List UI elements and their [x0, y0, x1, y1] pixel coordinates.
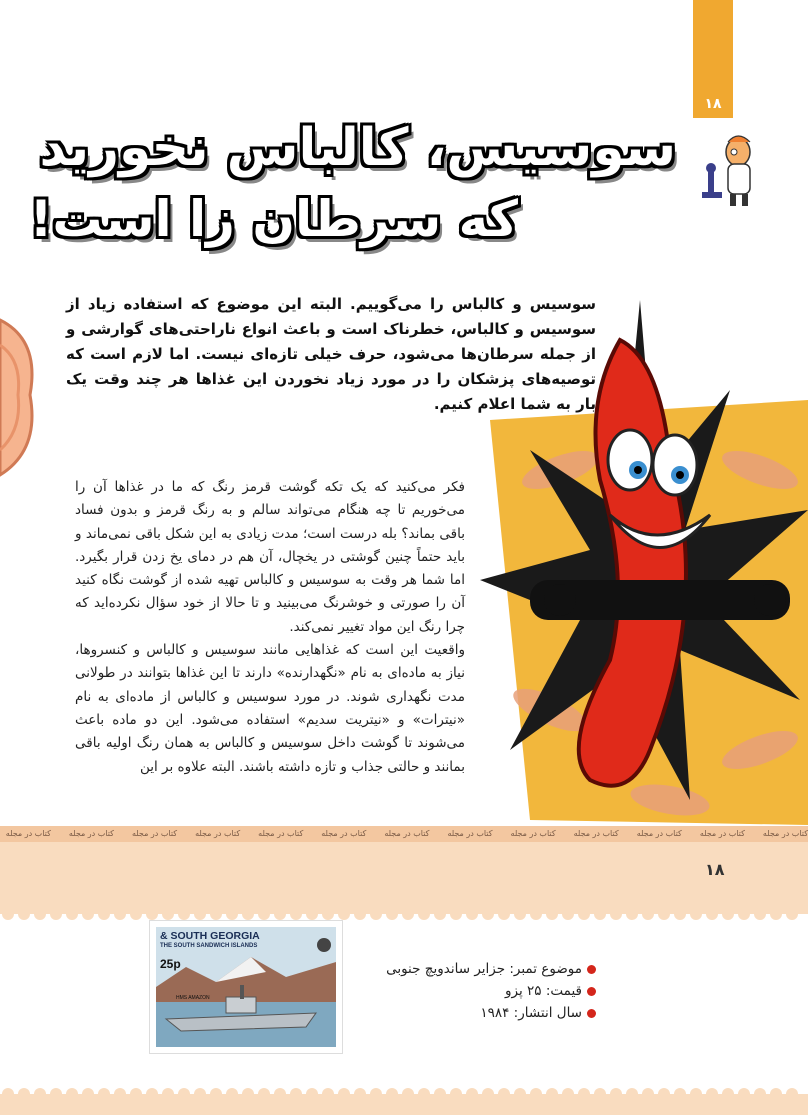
perforation-dot — [530, 1088, 542, 1100]
perforation-dot — [386, 1088, 398, 1100]
perforation-dot — [690, 908, 702, 920]
stamp-facts-list — [386, 958, 596, 1024]
perforation-dot — [50, 908, 62, 920]
perforation-dot — [642, 908, 654, 920]
perforation-dot — [322, 1088, 334, 1100]
perforation-dot — [754, 908, 766, 920]
perforation-dot — [594, 908, 606, 920]
stamp-country-sub: THE SOUTH SANDWICH ISLANDS — [160, 943, 258, 949]
perforation-dot — [498, 1088, 510, 1100]
footer-page-number: ۱۸ — [705, 860, 725, 879]
stamp-value: 25p — [160, 957, 181, 971]
perforation-dot — [162, 1088, 174, 1100]
ribbon-text: کتاب در مجله — [5, 829, 51, 838]
perforation-dot — [98, 908, 110, 920]
perforation-dot — [66, 1088, 78, 1100]
perforation-dot — [562, 908, 574, 920]
perforation-dot — [178, 1088, 190, 1100]
ribbon-text: کتاب در مجله — [636, 829, 682, 838]
perforation-dot — [130, 908, 142, 920]
perforation-dot — [354, 1088, 366, 1100]
perforation-dot — [722, 908, 734, 920]
page-number: ۱۸ — [704, 96, 722, 112]
perforation-dot — [306, 908, 318, 920]
perforation-dot — [418, 1088, 430, 1100]
perforation-dot — [386, 908, 398, 920]
intro-paragraph: سوسیس و کالباس را می‌گوییم. البته این موضوع که استفاده زیاد از سوسیس و کالباس، خطرناک است و باعث انواع ناراحتی‌های گوارشی و از جمله سرطان‌ها می‌شود، حرف خیلی تازه‌ای نیست. اما لازم است که توصیه‌های پزشکان را در مورد زیاد نخوردن این غذاها هر چند وقت یک بار به شما اعلام کنیم. — [66, 295, 596, 413]
perforation-dot — [146, 1088, 158, 1100]
perforation-dot — [290, 908, 302, 920]
stamp-country: SOUTH GEORGIA & — [160, 930, 260, 942]
perforation-dot — [514, 908, 526, 920]
body-text — [75, 476, 465, 779]
perforation-dot — [130, 1088, 142, 1100]
perforation-dot — [210, 1088, 222, 1100]
ribbon-text: کتاب در مجله — [195, 829, 241, 838]
stamp-ship-name: HMS AMAZON — [176, 995, 210, 1001]
perforation-dot — [674, 1088, 686, 1100]
perforation-dot — [274, 908, 286, 920]
perforation-dot — [402, 1088, 414, 1100]
perforation-dot — [466, 1088, 478, 1100]
ribbon-text: کتاب در مجله — [131, 829, 178, 838]
perforation-dot — [786, 1088, 798, 1100]
body-paragraph-2: واقعیت این است که غذاهایی مانند سوسیس و کالباس و کنسروها، نیاز به ماده‌ای به نام «نگهدارنده» دارند تا این غذاها بتوانند در طولانی مدت نگهداری شوند. در مورد سوسیس و کالباس از ماده‌ای به نام «نیترات» و «نیتریت سدیم» استفاده می‌شود. این دو ماده باعث می‌شوند تا گوشت داخل سوسیس و کالباس به همان رنگ اولیه باقی بمانند و حالتی جذاب و تازه داشته باشند. البته علاوه بر این — [75, 642, 465, 775]
perforation-dot — [2, 908, 14, 920]
ribbon-text: کتاب در مجله — [447, 829, 493, 838]
body-paragraph-1: فکر می‌کنید که یک تکه گوشت قرمز رنگ که ما در غذاها آن را می‌خوریم تا چه هنگام می‌تواند سالم و به رنگ قرمز و بدون فساد باقی بماند؟ بله درست است؛ مدت زیادی به این شکل باقی نمی‌ماند و باید حتماً چنین گوشتی در یخچال، آن هم در دمای یخ زدن قرار بگیرد. اما شما هر وقت به سوسیس و کالباس تهیه شده از گوشت نگاه کنید آن را صورتی و خوشرنگ می‌بینید و تا حالا از خود سؤال نکرده‌اید که چرا رنگ این مواد تغییر نمی‌کند. — [75, 479, 465, 635]
perforation-dot — [626, 908, 638, 920]
perforation-dot — [242, 908, 254, 920]
perforation-dot — [34, 1088, 46, 1100]
perforation-dot — [626, 1088, 638, 1100]
perforation-dot — [226, 1088, 238, 1100]
perforation-dot — [114, 1088, 126, 1100]
stamp-fact-year: سال انتشار: ۱۹۸۴ — [386, 1002, 596, 1024]
perforation-dot — [34, 908, 46, 920]
perforation-dot — [306, 1088, 318, 1100]
perforation-dot — [18, 1088, 30, 1100]
perforation-dot — [210, 908, 222, 920]
perforation-dot — [418, 908, 430, 920]
perforation-dot — [274, 1088, 286, 1100]
perforation-dot — [658, 1088, 670, 1100]
ribbon-text: کتاب در مجله — [258, 829, 304, 838]
perforation-dot — [450, 908, 462, 920]
stamp-fact-price: قیمت: ۲۵ پزو — [386, 980, 596, 1002]
perforation-dot — [338, 908, 350, 920]
perforation-dot — [738, 908, 750, 920]
perforation-dot — [450, 1088, 462, 1100]
ribbon-text: کتاب در مجله — [573, 829, 619, 838]
title-line-1: سوسیس، کالباس نخورید — [39, 118, 676, 178]
ribbon-text: کتاب در مجله — [510, 829, 556, 838]
perforation-dot — [594, 1088, 606, 1100]
perforation-dot — [482, 908, 494, 920]
stamp-image — [156, 927, 336, 1047]
perforation-dot — [466, 908, 478, 920]
perforation-dot — [178, 908, 190, 920]
perforation-dot — [530, 908, 542, 920]
perforation-dot — [114, 908, 126, 920]
perforation-dot — [642, 1088, 654, 1100]
perforation-dot — [706, 908, 718, 920]
perforation-dot — [562, 1088, 574, 1100]
perforation-dot — [18, 908, 30, 920]
perforation-dot — [610, 908, 622, 920]
perforation-dot — [194, 1088, 206, 1100]
perforation-dot — [610, 1088, 622, 1100]
perforation-dot — [482, 1088, 494, 1100]
ribbon-text: کتاب در مجله — [699, 829, 745, 838]
footer-ribbon — [0, 826, 808, 842]
ribbon-text: کتاب در مجله — [762, 829, 808, 838]
perforation-dot — [770, 908, 782, 920]
perforation-dot — [226, 908, 238, 920]
perforation-dot — [82, 908, 94, 920]
perforation-dot — [162, 908, 174, 920]
perforation-dot — [82, 1088, 94, 1100]
perforation-dot — [338, 1088, 350, 1100]
sausage-character-illustration — [470, 280, 808, 840]
perforation-dot — [146, 908, 158, 920]
perforation-dot — [578, 908, 590, 920]
perforation-dot — [770, 1088, 782, 1100]
perforation-dot — [354, 908, 366, 920]
perforation-dot — [546, 908, 558, 920]
perforation-dot — [434, 1088, 446, 1100]
title-line-2: که سرطان زا است! — [29, 190, 518, 248]
perforation-dot — [402, 908, 414, 920]
perforation-dot — [290, 1088, 302, 1100]
perforation-dot — [690, 1088, 702, 1100]
perforation-dot — [434, 908, 446, 920]
perforation-dot — [50, 1088, 62, 1100]
perforation-dot — [514, 1088, 526, 1100]
ribbon-text: کتاب در مجله — [384, 829, 430, 838]
perforation-dot — [322, 908, 334, 920]
ribbon-text: کتاب در مجله — [68, 829, 114, 838]
sausage-edge-illustration — [0, 300, 40, 490]
perforation-dot — [786, 908, 798, 920]
perforation-dot — [2, 1088, 14, 1100]
perforation-dot — [546, 1088, 558, 1100]
perforation-dot — [258, 1088, 270, 1100]
perforation-dot — [498, 908, 510, 920]
scientist-icon — [700, 130, 760, 210]
perforation-dot — [578, 1088, 590, 1100]
perforation-dot — [370, 1088, 382, 1100]
perforation-dot — [242, 1088, 254, 1100]
perforation-dot — [194, 908, 206, 920]
perforation-dot — [754, 1088, 766, 1100]
ribbon-text: کتاب در مجله — [321, 829, 367, 838]
perforation-dot — [738, 1088, 750, 1100]
postage-stamp — [150, 921, 342, 1053]
perforation-dot — [98, 1088, 110, 1100]
perforation-dot — [370, 908, 382, 920]
perforation-dot — [706, 1088, 718, 1100]
perforation-dot — [722, 1088, 734, 1100]
perforation-dot — [66, 908, 78, 920]
perforation-dot — [674, 908, 686, 920]
stamp-fact-subject: موضوع تمبر: جزایر ساندویچ جنوبی — [386, 958, 596, 980]
perforation-dot — [258, 908, 270, 920]
perforation-dot — [658, 908, 670, 920]
